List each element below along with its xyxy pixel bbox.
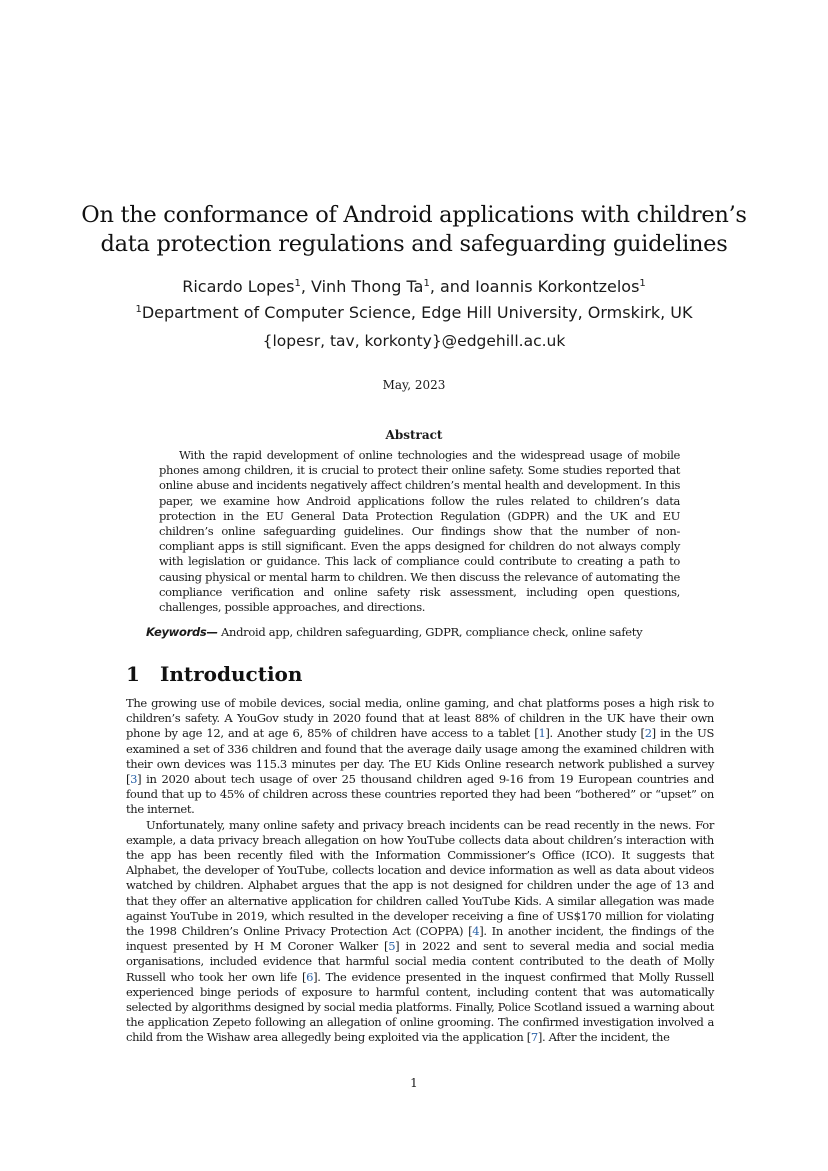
- author-separator: ,: [300, 277, 312, 296]
- affiliation-mark: 1: [294, 278, 301, 289]
- author-name: Vinh Thong Ta: [311, 277, 424, 296]
- title-line-2: data protection regulations and safeguarding guidelines: [100, 231, 728, 257]
- section-number: 1: [126, 662, 140, 686]
- text-run: ]. The evidence presented in the inquest confirmed that Molly Russell experienced binge periods of exposure to harmful content, including content that was automatically selected by algorithms designed by social media platforms. Finally, Police Scotland issued a warning about the application Zepeto following an allegation of online grooming. The confirmed investigation involved a child from the Wishaw area allegedly being exploited via the application [: [126, 969, 714, 1045]
- citation-link[interactable]: 6: [306, 969, 314, 984]
- affiliation: [0, 303, 828, 323]
- text-run: ] in 2022 and sent to several media and social media organisations, included evidence that harmful social media content contributed to the death of Molly Russell who took her own life [: [126, 939, 714, 984]
- paper-title: [80, 201, 748, 259]
- affiliation-mark: 1: [135, 304, 142, 315]
- author-name: Ricardo Lopes: [182, 277, 295, 296]
- title-line-1: On the conformance of Android applications with children’s: [81, 202, 747, 228]
- abstract-heading: Abstract: [385, 428, 443, 442]
- text-run: ] in the US examined a set of 336 children and found that the average daily usage among the examined children with their own devices was 115.3 minutes per day. The EU Kids Online research network published a survey [: [126, 726, 714, 787]
- affiliation-mark: 1: [423, 278, 430, 289]
- text-run: The growing use of mobile devices, social media, online gaming, and chat platforms poses a high risk to children’s safety. A YouGov study in 2020 found that at least 88% of children in the UK have their own phone by age 12, and at age 6, 85% of children have access to a tablet [: [126, 696, 714, 741]
- keywords-label: Keywords—: [146, 625, 218, 639]
- citation-link[interactable]: 7: [530, 1030, 538, 1045]
- paragraph: [126, 696, 714, 818]
- section-heading: [126, 661, 302, 687]
- keywords-text: Android app, children safeguarding, GDPR, compliance check, online safety: [217, 625, 643, 639]
- text-run: ] in 2020 about tech usage of over 25 thousand children aged 9-16 from 19 European countries and found that up to 45% of children across these countries reported they had been “bothered” or “upset” on the internet.: [126, 772, 714, 817]
- page-number: 1: [410, 1076, 418, 1090]
- section-title: Introduction: [160, 662, 303, 686]
- author-email[interactable]: {lopesr, tav, korkonty}@edgehill.ac.uk: [262, 332, 566, 350]
- citation-link[interactable]: 2: [644, 726, 652, 741]
- publication-date: May, 2023: [382, 378, 446, 392]
- body-text: [126, 696, 714, 1046]
- affiliation-mark: 1: [639, 278, 646, 289]
- affiliation-text: Department of Computer Science, Edge Hill University, Ormskirk, UK: [141, 303, 693, 322]
- abstract-text: With the rapid development of online technologies and the widespread usage of mobile phones among children, it is crucial to protect their online safety. Some studies reported that online abuse and incidents negatively affect children’s mental health and development. In this paper, we examine how Android applications follow the rules related to children’s data protection in the EU General Data Protection Regulation (GDPR) and the UK and EU children’s online safeguarding guidelines. Our findings show that the number of non-compliant apps is still significant. Even the apps designed for children do not always comply with legislation or guidance. This lack of compliance could contribute to creating a path to causing physical or mental harm to children. We then discuss the relevance of automating the compliance verification and online safety risk assessment, including open questions, challenges, possible approaches, and directions.: [159, 448, 680, 615]
- text-run: ]. Another study [: [545, 726, 645, 741]
- keywords: [146, 625, 706, 640]
- citation-link[interactable]: 4: [472, 924, 480, 939]
- text-run: Unfortunately, many online safety and privacy breach incidents can be read recently in the news. For example, a data privacy breach allegation on how YouTube collects data about children’s interaction with the app has been recently filed with the Information Commissioner’s Office (ICO). It suggests that Alphabet, the developer of YouTube, collects location and device information as well as data about videos watched by children. Alphabet argues that the app is not designed for children under the age of 13 and that they offer an alternative application for children called YouTube Kids. A similar allegation was made against YouTube in 2019, which resulted in the developer receiving a fine of US$170 million for violating the 1998 Children’s Online Privacy Protection Act (COPPA) [: [126, 817, 714, 939]
- text-run: ]. After the incident, the: [537, 1030, 670, 1045]
- author-name: Ioannis Korkontzelos: [475, 277, 640, 296]
- paragraph: [126, 818, 714, 1046]
- citation-link[interactable]: 1: [538, 726, 546, 741]
- citation-link[interactable]: 3: [130, 772, 138, 787]
- author-separator: , and: [429, 277, 476, 296]
- author-list: [0, 277, 828, 297]
- text-run: ]. In another incident, the findings of the inquest presented by H M Coroner Walker [: [126, 924, 714, 954]
- citation-link[interactable]: 5: [388, 939, 396, 954]
